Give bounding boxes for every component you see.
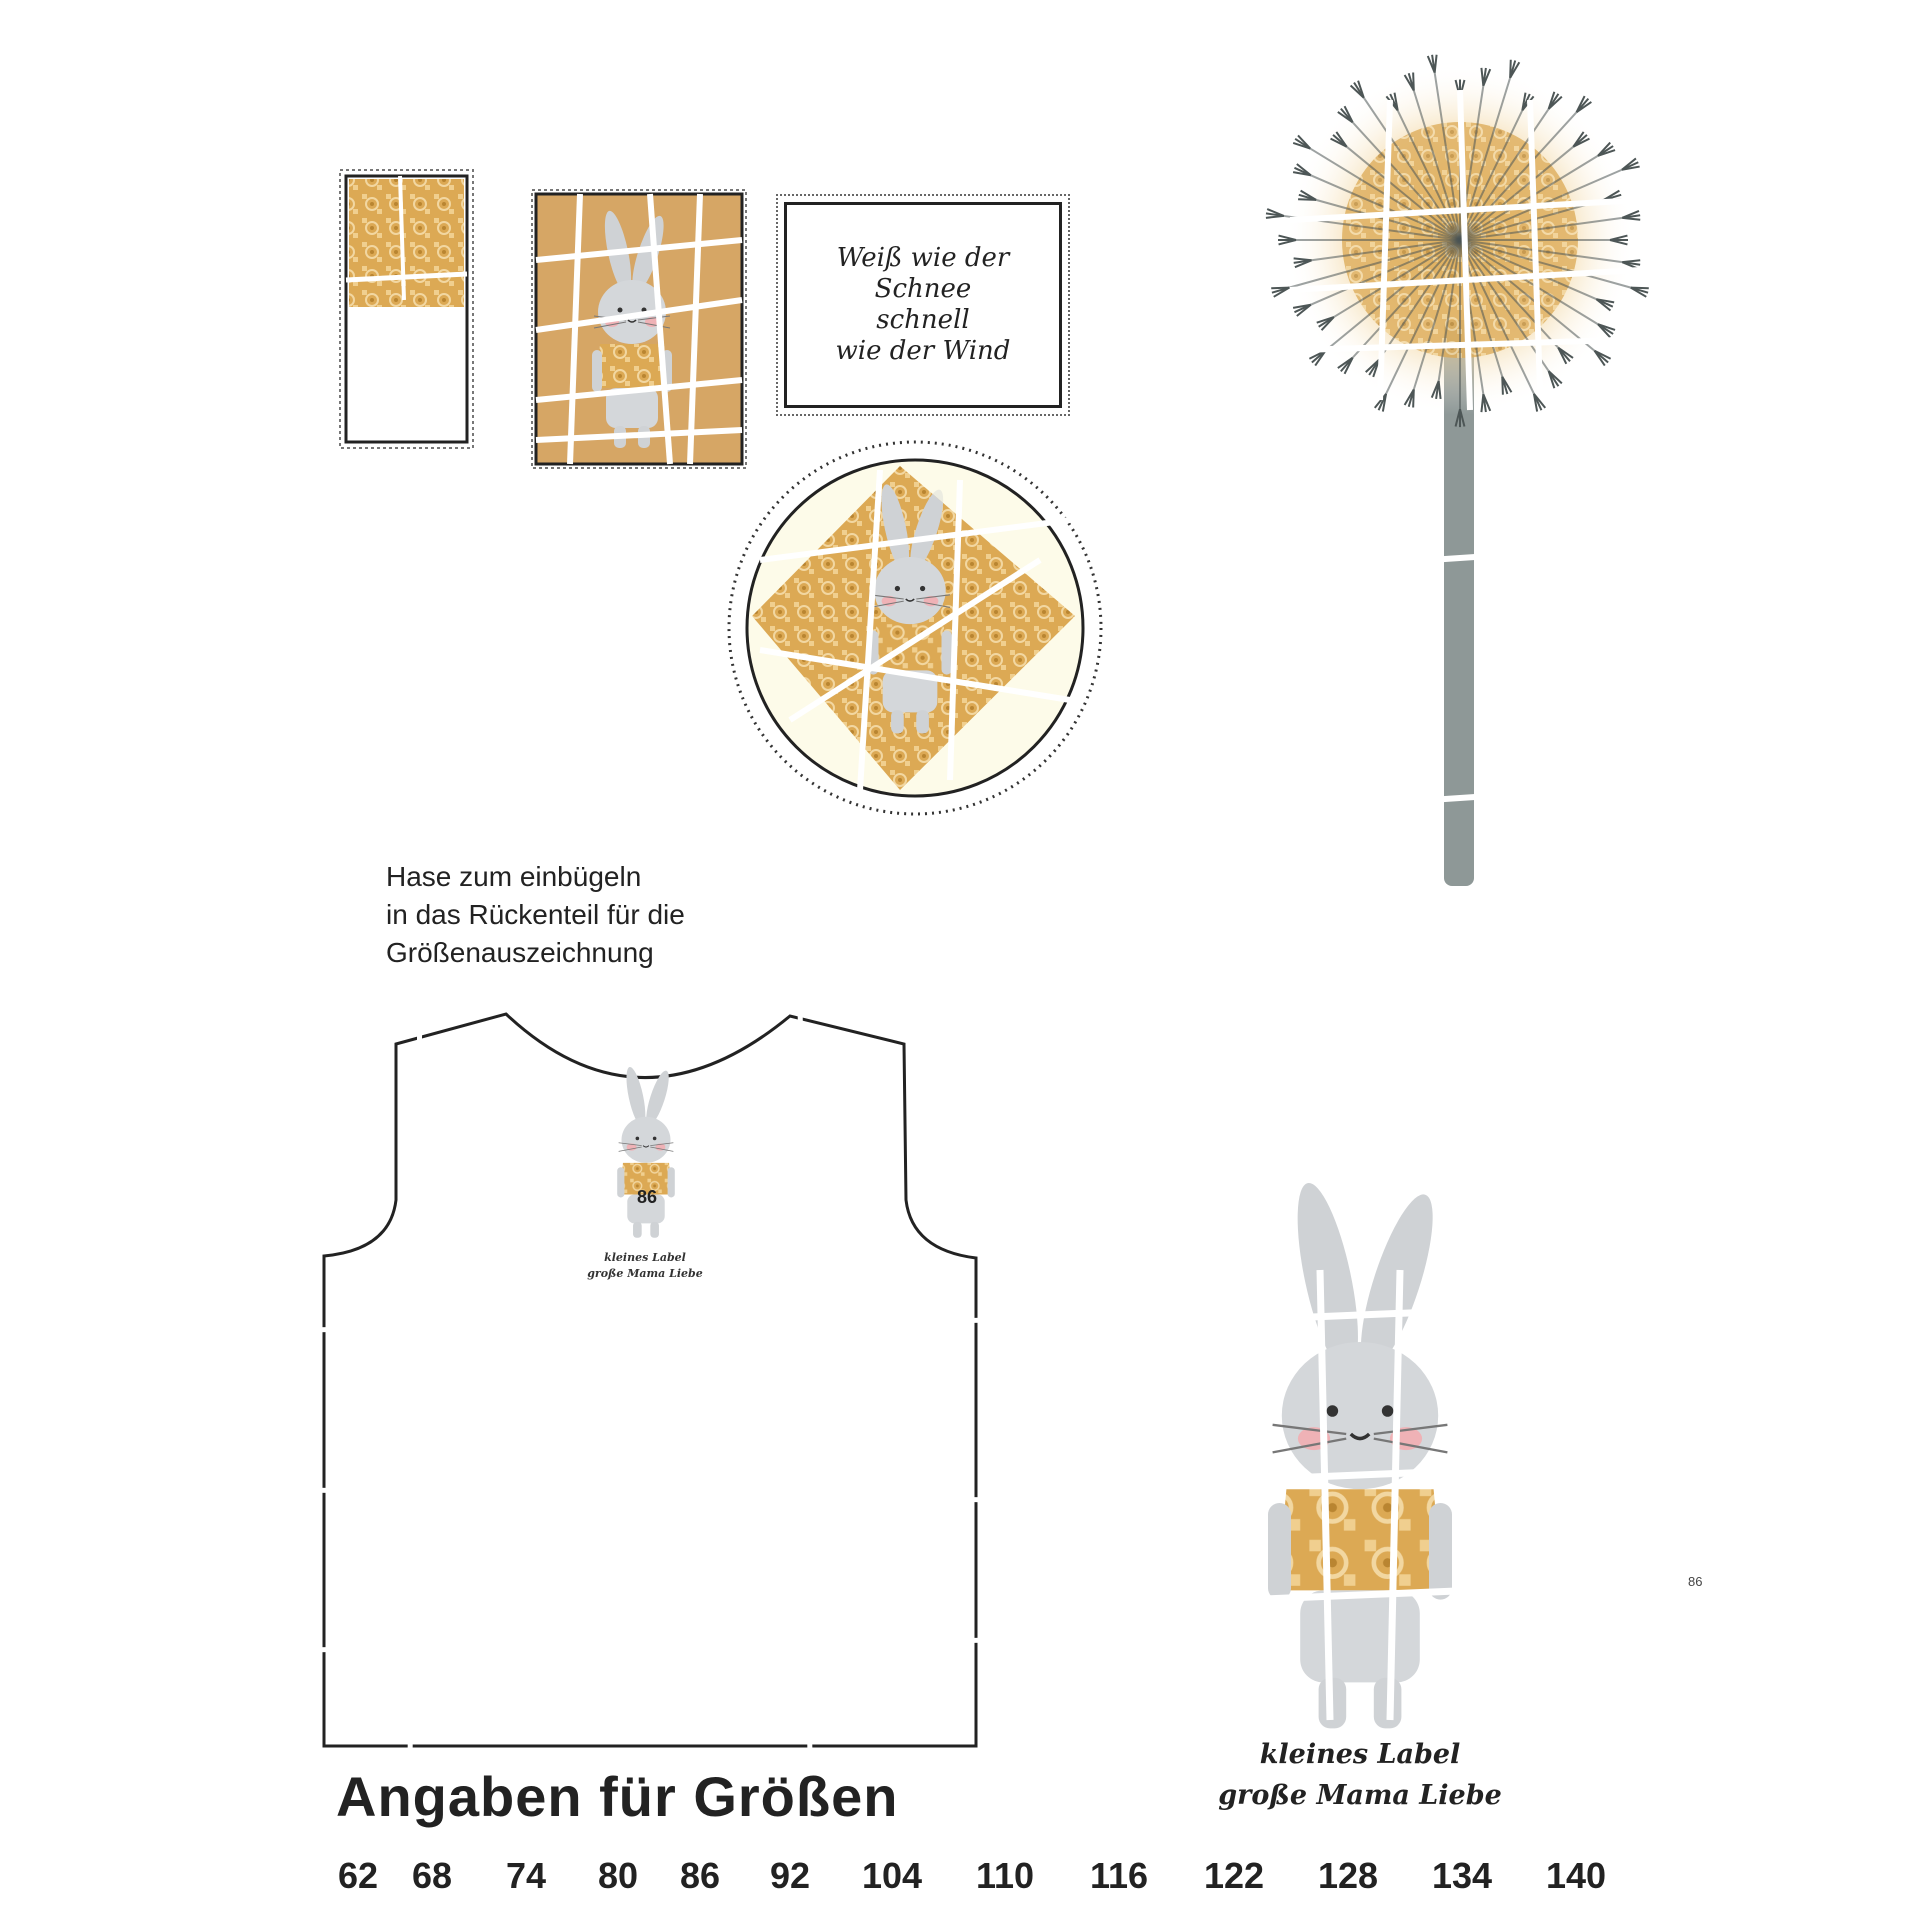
quote-line-2: schnell xyxy=(876,305,970,335)
sizes-heading: Angaben für Größen xyxy=(336,1765,899,1828)
size-value: 68 xyxy=(412,1855,453,1896)
instructions-line-2: in das Rückenteil für die xyxy=(386,899,685,930)
dandelion-seed-tuft xyxy=(1502,377,1503,395)
size-value: 104 xyxy=(862,1855,923,1896)
big-label-line-1: kleines Label xyxy=(1259,1739,1461,1770)
size-list xyxy=(338,1855,1628,1905)
dandelion-seed-tuft xyxy=(1413,73,1414,91)
instructions-line-1: Hase zum einbügeln xyxy=(386,861,642,892)
quote-line-3: wie der Wind xyxy=(835,336,1011,366)
pattern-circle-badge xyxy=(729,442,1101,814)
large-bunny-figure xyxy=(1240,1178,1480,1728)
size-value: 62 xyxy=(338,1855,379,1896)
instructions-line-3: Größenauszeichnung xyxy=(386,937,654,968)
pattern-card-narrow xyxy=(340,170,473,448)
size-value: 140 xyxy=(1546,1855,1607,1896)
size-value: 116 xyxy=(1090,1855,1149,1896)
dandelion-seed-tuft xyxy=(1271,288,1289,289)
size-value: 80 xyxy=(598,1855,639,1896)
size-value: 86 xyxy=(680,1855,721,1896)
big-label-line-2: große Mama Liebe xyxy=(1218,1780,1502,1811)
shirt-label-text xyxy=(560,1250,730,1282)
shirt-label-line-1: kleines Label xyxy=(604,1251,686,1264)
quote-line-1: Weiß wie der Schnee xyxy=(836,243,1010,304)
quote-card xyxy=(784,202,1062,408)
size-value: 122 xyxy=(1204,1855,1265,1896)
dandelion-illustration xyxy=(1266,55,1649,886)
page-number: 86 xyxy=(1688,1574,1703,1589)
shirt-back-pattern xyxy=(300,1000,1000,1760)
shirt-size-tag: 86 xyxy=(636,1187,658,1207)
size-value: 92 xyxy=(770,1855,811,1896)
shirt-label-line-2: große Mama Liebe xyxy=(587,1267,703,1280)
size-value: 74 xyxy=(506,1855,547,1896)
size-value: 128 xyxy=(1318,1855,1379,1896)
iron-on-instructions xyxy=(386,858,806,972)
size-value: 134 xyxy=(1432,1855,1493,1896)
pattern-card-bunny xyxy=(532,190,746,468)
big-label-text xyxy=(1210,1734,1510,1816)
size-value: 110 xyxy=(976,1855,1035,1896)
